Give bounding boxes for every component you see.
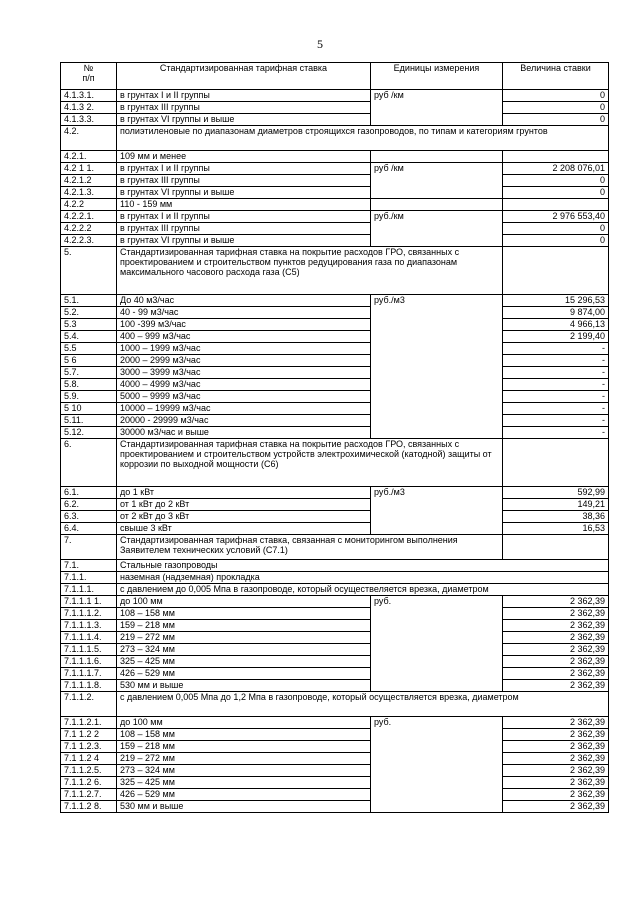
row-num: 5.2. (61, 307, 117, 319)
row-value: 2 362,39 (503, 741, 609, 753)
table-row (61, 199, 609, 211)
row-num: 7.1.1.1.7. (61, 668, 117, 680)
row-value: 2 362,39 (503, 789, 609, 801)
row-num: 4.2.1. (61, 151, 117, 163)
row-desc: До 40 м3/час (117, 295, 371, 307)
row-desc: свыше 3 кВт (117, 523, 371, 535)
header-unit: Единицы измерения (371, 63, 503, 90)
row-value: 2 362,39 (503, 765, 609, 777)
row-desc: до 100 мм (117, 717, 371, 729)
row-desc: Стандартизированная тарифная ставка, связанная с мониторингом выполнения Заявителем технических условий (C7.1) (117, 535, 503, 560)
table-row (61, 777, 609, 789)
row-desc: 30000 м3/час и выше (117, 427, 371, 439)
row-desc: 426 – 529 мм (117, 668, 371, 680)
row-desc: в грунтах I и II группы (117, 90, 371, 102)
table-row (61, 114, 609, 126)
row-num: 7.1.1.1. (61, 584, 117, 596)
row-unit: руб /км (371, 163, 503, 199)
row-desc: 110 - 159 мм (117, 199, 371, 211)
table-row (61, 331, 609, 343)
row-num: 4.2.2.3. (61, 235, 117, 247)
row-unit (371, 199, 503, 211)
table-row (61, 151, 609, 163)
row-num: 7.1.1.1.3. (61, 620, 117, 632)
table-row (61, 487, 609, 499)
table-row (61, 523, 609, 535)
table-row (61, 223, 609, 235)
row-num: 7.1.1.1 1. (61, 596, 117, 608)
row-unit (371, 151, 503, 163)
row-num: 7.1.1.2 6. (61, 777, 117, 789)
row-desc: в грунтах I и II группы (117, 163, 371, 175)
row-value: 0 (503, 223, 609, 235)
table-row (61, 427, 609, 439)
row-num: 4.1.3.1. (61, 90, 117, 102)
row-num: 5 6 (61, 355, 117, 367)
row-value: 0 (503, 114, 609, 126)
row-desc: 273 – 324 мм (117, 644, 371, 656)
row-desc: до 1 кВт (117, 487, 371, 499)
row-num: 4.2.2.1. (61, 211, 117, 223)
row-desc: 10000 – 19999 м3/час (117, 403, 371, 415)
row-desc: 530 мм и выше (117, 801, 371, 813)
row-desc: 400 – 999 м3/час (117, 331, 371, 343)
row-desc: в грунтах VI группы и выше (117, 187, 371, 199)
row-unit: руб./м3 (371, 295, 503, 439)
row-value: 4 966,13 (503, 319, 609, 331)
table-row (61, 102, 609, 114)
row-value: 38,36 (503, 511, 609, 523)
row-value: 9 874,00 (503, 307, 609, 319)
row-desc: 2000 – 2999 м3/час (117, 355, 371, 367)
row-value: 2 362,39 (503, 656, 609, 668)
row-desc: Стальные газопроводы (117, 560, 609, 572)
table-row (61, 765, 609, 777)
row-num: 4.1.3 2. (61, 102, 117, 114)
row-desc: в грунтах III группы (117, 223, 371, 235)
row-desc: 1000 – 1999 м3/час (117, 343, 371, 355)
section-row (61, 692, 609, 717)
row-unit: руб./км (371, 211, 503, 247)
row-desc: в грунтах I и II группы (117, 211, 371, 223)
row-num: 7.1.1.1.8. (61, 680, 117, 692)
row-num: 7.1.1.2. (61, 692, 117, 717)
row-desc: 3000 – 3999 м3/час (117, 367, 371, 379)
row-num: 5.8. (61, 379, 117, 391)
row-value: 149,21 (503, 499, 609, 511)
row-desc: в грунтах III группы (117, 102, 371, 114)
header-value: Величина ставки (503, 63, 609, 90)
row-value: 592,99 (503, 487, 609, 499)
section-row (61, 247, 609, 295)
row-num: 7.1.1.1.6. (61, 656, 117, 668)
table-row (61, 187, 609, 199)
table-row (61, 632, 609, 644)
row-desc: от 1 кВт до 2 кВт (117, 499, 371, 511)
row-num: 4.2.1.3. (61, 187, 117, 199)
table-row (61, 620, 609, 632)
row-desc: наземная (надземная) прокладка (117, 572, 609, 584)
row-desc: 530 мм и выше (117, 680, 371, 692)
row-num: 7.1 1.2 2 (61, 729, 117, 741)
row-value: 0 (503, 102, 609, 114)
row-value (503, 199, 609, 211)
section-row (61, 126, 609, 151)
row-desc: 426 – 529 мм (117, 789, 371, 801)
row-num: 4.2 1 1. (61, 163, 117, 175)
row-value: - (503, 367, 609, 379)
section-row (61, 560, 609, 572)
table-row (61, 717, 609, 729)
row-desc: 5000 – 9999 м3/час (117, 391, 371, 403)
row-desc: 100 -399 м3/час (117, 319, 371, 331)
table-row (61, 729, 609, 741)
row-value: 2 362,39 (503, 608, 609, 620)
row-num: 5.3 (61, 319, 117, 331)
row-value: - (503, 403, 609, 415)
row-value: 2 362,39 (503, 680, 609, 692)
row-num: 5.9. (61, 391, 117, 403)
row-num: 7.1.1.2.1. (61, 717, 117, 729)
row-value: 0 (503, 187, 609, 199)
row-value: 2 976 553,40 (503, 211, 609, 223)
table-row (61, 367, 609, 379)
row-num: 7.1.1.2 8. (61, 801, 117, 813)
row-num: 5.7. (61, 367, 117, 379)
row-desc: 159 – 218 мм (117, 741, 371, 753)
row-value (503, 151, 609, 163)
row-value: - (503, 415, 609, 427)
table-row (61, 789, 609, 801)
row-num: 4.2.2.2 (61, 223, 117, 235)
table-row (61, 511, 609, 523)
table-row (61, 596, 609, 608)
row-num: 4.2. (61, 126, 117, 151)
row-num: 5.1. (61, 295, 117, 307)
row-num: 7. (61, 535, 117, 560)
section-row (61, 439, 609, 487)
row-value: 0 (503, 90, 609, 102)
row-num: 7.1.1.1.4. (61, 632, 117, 644)
row-unit: руб. (371, 717, 503, 813)
row-value: 2 362,39 (503, 668, 609, 680)
row-value: - (503, 391, 609, 403)
table-row (61, 343, 609, 355)
section-row (61, 584, 609, 596)
row-desc: Стандартизированная тарифная ставка на покрытие расходов ГРО, связанных с проектированием и строительством пунктов редуцирования газа по диапазонам максимального часового расхода газа (C5) (117, 247, 503, 295)
table-row (61, 379, 609, 391)
table-row (61, 801, 609, 813)
section-row (61, 572, 609, 584)
row-num: 6. (61, 439, 117, 487)
row-value: - (503, 379, 609, 391)
row-num: 7.1 1.2 4 (61, 753, 117, 765)
table-row (61, 499, 609, 511)
row-value: 2 362,39 (503, 801, 609, 813)
row-desc: полиэтиленовые по диапазонам диаметров строящихся газопроводов, по типам и категориям грунтов (117, 126, 609, 151)
table-body (61, 90, 609, 813)
row-num: 5.12. (61, 427, 117, 439)
row-desc: 325 – 425 мм (117, 656, 371, 668)
row-desc: 159 – 218 мм (117, 620, 371, 632)
row-num: 7.1 1.2.3. (61, 741, 117, 753)
row-value: - (503, 343, 609, 355)
row-desc: с давлением 0,005 Мпа до 1,2 Мпа в газопроводе, который осуществляется врезка, диаметром (117, 692, 609, 717)
row-unit: руб. (371, 596, 503, 692)
row-desc: Стандартизированная тарифная ставка на покрытие расходов ГРО, связанных с проектированием и строительством устройств электрохимической (катодной) защиты от коррозии по выходной мощности (C6) (117, 439, 503, 487)
row-value: - (503, 427, 609, 439)
row-value: 2 362,39 (503, 717, 609, 729)
table-row (61, 90, 609, 102)
row-desc: в грунтах III группы (117, 175, 371, 187)
table-row (61, 656, 609, 668)
row-num: 6.3. (61, 511, 117, 523)
table-row (61, 235, 609, 247)
row-value: 2 208 076,01 (503, 163, 609, 175)
row-value: 2 362,39 (503, 729, 609, 741)
row-value: 15 296,53 (503, 295, 609, 307)
row-num: 4.2.1.2 (61, 175, 117, 187)
row-value: 2 362,39 (503, 777, 609, 789)
row-value: 0 (503, 175, 609, 187)
row-value: - (503, 355, 609, 367)
row-desc: 4000 – 4999 м3/час (117, 379, 371, 391)
row-unit: руб./м3 (371, 487, 503, 535)
table-row (61, 211, 609, 223)
row-value: 0 (503, 235, 609, 247)
row-value: 16,53 (503, 523, 609, 535)
table-row (61, 608, 609, 620)
table-row (61, 644, 609, 656)
table-row (61, 680, 609, 692)
row-desc: 20000 - 29999 м3/час (117, 415, 371, 427)
page-number: 5 (317, 37, 323, 51)
row-desc: 219 – 272 мм (117, 632, 371, 644)
row-value: 2 199,40 (503, 331, 609, 343)
row-value: 2 362,39 (503, 632, 609, 644)
row-value (503, 247, 609, 295)
section-row (61, 535, 609, 560)
row-value: 2 362,39 (503, 620, 609, 632)
row-num: 4.1.3.3. (61, 114, 117, 126)
row-num: 5 10 (61, 403, 117, 415)
row-num: 7.1.1. (61, 572, 117, 584)
table-row (61, 391, 609, 403)
table-row (61, 741, 609, 753)
row-desc: 273 – 324 мм (117, 765, 371, 777)
table-row (61, 163, 609, 175)
row-desc: 109 мм и менее (117, 151, 371, 163)
row-desc: от 2 кВт до 3 кВт (117, 511, 371, 523)
row-num: 7.1.1.2.7. (61, 789, 117, 801)
row-num: 6.1. (61, 487, 117, 499)
table-row (61, 403, 609, 415)
row-value (503, 535, 609, 560)
table-row (61, 668, 609, 680)
row-num: 4.2.2 (61, 199, 117, 211)
row-num: 7.1.1.2.5. (61, 765, 117, 777)
table-row (61, 415, 609, 427)
row-desc: 325 – 425 мм (117, 777, 371, 789)
row-desc: 219 – 272 мм (117, 753, 371, 765)
row-desc: 108 – 158 мм (117, 729, 371, 741)
table-header-row (61, 63, 609, 90)
row-num: 7.1.1.1.2. (61, 608, 117, 620)
row-num: 5.4. (61, 331, 117, 343)
row-num: 5.5 (61, 343, 117, 355)
row-num: 5.11. (61, 415, 117, 427)
row-desc: 40 - 99 м3/час (117, 307, 371, 319)
table-row (61, 307, 609, 319)
table-row (61, 319, 609, 331)
row-unit: руб /км (371, 90, 503, 126)
row-value: 2 362,39 (503, 644, 609, 656)
row-desc: до 100 мм (117, 596, 371, 608)
row-num: 6.2. (61, 499, 117, 511)
table-row (61, 295, 609, 307)
row-desc: с давлением до 0,005 Мпа в газопроводе, который осуществеляется врезка, диаметром (117, 584, 609, 596)
row-desc: 108 – 158 мм (117, 608, 371, 620)
row-desc: в грунтах VI группы и выше (117, 114, 371, 126)
row-value: 2 362,39 (503, 596, 609, 608)
row-value: 2 362,39 (503, 753, 609, 765)
tariff-table (60, 62, 609, 813)
table-row (61, 175, 609, 187)
row-num: 6.4. (61, 523, 117, 535)
table-row (61, 355, 609, 367)
row-num: 5. (61, 247, 117, 295)
header-rate: Стандартизированная тарифная ставка (117, 63, 371, 90)
header-num: № п/п (61, 63, 117, 90)
table-row (61, 753, 609, 765)
row-value (503, 439, 609, 487)
row-num: 7.1.1.1.5. (61, 644, 117, 656)
row-desc: в грунтах VI группы и выше (117, 235, 371, 247)
row-num: 7.1. (61, 560, 117, 572)
